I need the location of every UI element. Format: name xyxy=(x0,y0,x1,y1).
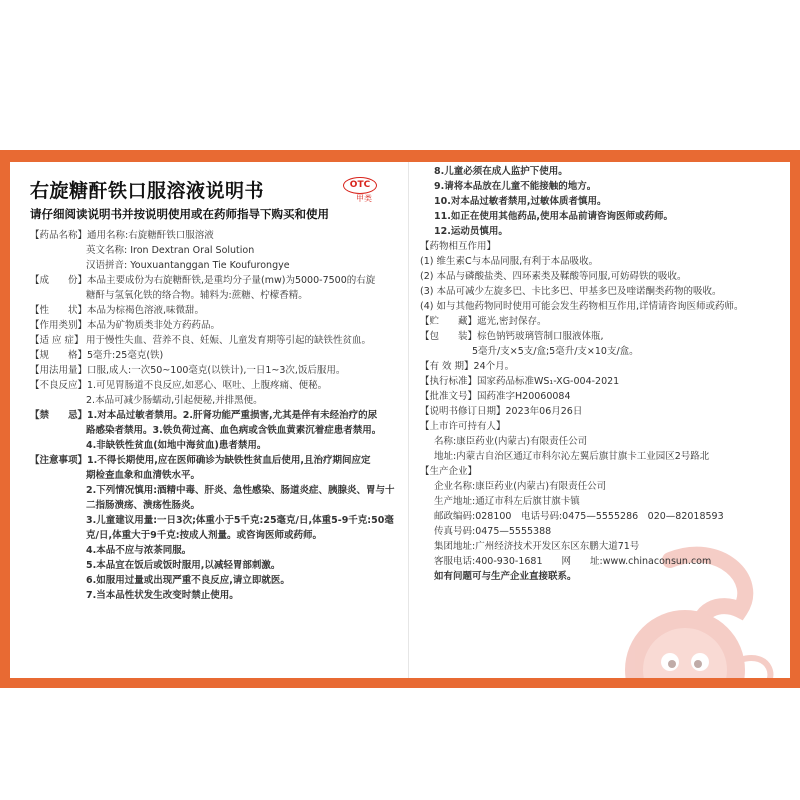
leaflet-line: 5毫升/支×5支/盒;5毫升/支×10支/盒。 xyxy=(472,346,639,357)
leaflet-row xyxy=(30,363,402,378)
leaflet-line: 传真号码:0475—5555388 xyxy=(434,526,552,537)
leaflet-row xyxy=(30,273,402,288)
leaflet-line: 12.运动员慎用。 xyxy=(434,226,508,237)
leaflet-row xyxy=(30,453,402,468)
row-label xyxy=(30,438,86,453)
row-label xyxy=(30,393,86,408)
leaflet-line: 【有 效 期】24个月。 xyxy=(420,361,515,372)
row-value: 汉语拼音: Youxuantanggan Tie Koufurongye xyxy=(86,260,290,271)
row-label xyxy=(30,483,86,513)
row-label: 【药品名称】 xyxy=(30,230,88,241)
row-value: 2.下列情况慎用:酒精中毒、肝炎、急性感染、肠道炎症、胰腺炎、胃与十二指肠溃疡、溃疡性肠炎。 xyxy=(86,485,395,511)
row-value: 5毫升:25毫克(铁) xyxy=(87,350,164,361)
row-label xyxy=(30,543,86,558)
row-label xyxy=(30,288,86,303)
row-label xyxy=(30,243,86,258)
row-value: 期检查血象和血清铁水平。 xyxy=(86,470,201,481)
leaflet-line: 【说明书修订日期】2023年06月26日 xyxy=(420,406,583,417)
leaflet-line: 【贮 藏】遮光,密封保存。 xyxy=(420,316,547,327)
leaflet-subtitle: 请仔细阅读说明书并按说明使用或在药师指导下购买和使用 xyxy=(30,207,329,221)
leaflet-row xyxy=(30,378,402,393)
row-label: 【不良反应】 xyxy=(30,380,88,391)
leaflet-line: (4) 如与其他药物同时使用可能会发生药物相互作用,详情请咨询医师或药师。 xyxy=(420,301,744,312)
leaflet-line: 客服电话:400-930-1681 网 址:www.chinaconsun.com xyxy=(434,556,712,567)
leaflet-row xyxy=(30,333,402,348)
leaflet-line: 【执行标准】国家药品标准WS₁-XG-004-2021 xyxy=(420,376,620,387)
row-value: 1.不得长期使用,应在医师确诊为缺铁性贫血后使用,且治疗期间应定 xyxy=(87,455,371,466)
leaflet-line: 8.儿童必须在成人监护下使用。 xyxy=(434,166,568,177)
leaflet-row xyxy=(30,408,402,423)
leaflet-line: 名称:康臣药业(内蒙古)有限责任公司 xyxy=(434,436,588,447)
row-label: 【成 份】 xyxy=(30,275,88,286)
leaflet-row xyxy=(30,243,402,258)
leaflet-line: 【生产企业】 xyxy=(420,466,478,477)
row-value: 4.非缺铁性贫血(如地中海贫血)患者禁用。 xyxy=(86,440,267,451)
leaflet-line: 11.如正在使用其他药品,使用本品前请咨询医师或药师。 xyxy=(434,211,673,222)
row-value: 英文名称: Iron Dextran Oral Solution xyxy=(86,245,255,256)
row-label: 【适 应 症】 xyxy=(30,335,84,346)
row-value: 通用名称:右旋糖酐铁口服溶液 xyxy=(87,230,214,241)
left-column xyxy=(30,228,402,603)
leaflet-line: 【上市许可持有人】 xyxy=(420,421,506,432)
leaflet-line: 集团地址:广州经济技术开发区东区东鹏大道71号 xyxy=(434,541,640,552)
leaflet-row xyxy=(30,318,402,333)
fold-line xyxy=(408,162,409,678)
leaflet-title: 右旋糖酐铁口服溶液说明书 xyxy=(30,180,265,202)
leaflet-line: (1) 维生素C与本品同服,有利于本品吸收。 xyxy=(420,256,599,267)
leaflet-line: 地址:内蒙古自治区通辽市科尔沁左翼后旗甘旗卡工业园区2号路北 xyxy=(434,451,710,462)
leaflet-line: 9.请将本品放在儿童不能接触的地方。 xyxy=(434,181,597,192)
leaflet-row xyxy=(30,288,402,303)
row-value: 6.如服用过量或出现严重不良反应,请立即就医。 xyxy=(86,575,290,586)
background-top xyxy=(0,0,800,150)
row-value: 5.本品宜在饭后或饭时服用,以减轻胃部刺激。 xyxy=(86,560,281,571)
leaflet-line: 10.对本品过敏者禁用,过敏体质者慎用。 xyxy=(434,196,607,207)
row-value: 口服,成人:一次50~100毫克(以铁计),一日1~3次,饭后服用。 xyxy=(87,365,346,376)
row-value: 本品主要成份为右旋糖酐铁,是重均分子量(mw)为5000-7500的右旋 xyxy=(87,275,376,286)
leaflet-row xyxy=(30,483,402,513)
row-label: 【禁 忌】 xyxy=(30,410,88,421)
row-label xyxy=(30,588,86,603)
leaflet-row xyxy=(30,558,402,573)
row-label xyxy=(30,573,86,588)
otc-badge: OTC xyxy=(343,177,377,194)
leaflet-row xyxy=(30,588,402,603)
leaflet-line: 生产地址:通辽市科左后旗甘旗卡镇 xyxy=(434,496,580,507)
leaflet-row xyxy=(30,393,402,408)
leaflet-row xyxy=(30,228,402,243)
row-label xyxy=(30,513,86,543)
leaflet-line: 【批准文号】国药准字H20060084 xyxy=(420,391,571,402)
row-label: 【注意事项】 xyxy=(30,455,88,466)
instruction-leaflet xyxy=(10,162,790,678)
right-column xyxy=(420,164,780,584)
row-label: 【规 格】 xyxy=(30,350,88,361)
row-value: 3.儿童建议用量:一日3次;体重小于5千克:25毫克/日,体重5-9千克:50毫克/日,体重大于9千克:按成人剂量。或咨询医师或药师。 xyxy=(86,515,394,541)
row-value: 2.本品可减少肠蠕动,引起便秘,并排黑便。 xyxy=(86,395,263,406)
row-value: 本品为矿物质类非处方药药品。 xyxy=(87,320,221,331)
row-value: 本品为棕褐色溶液,味微甜。 xyxy=(87,305,205,316)
background-bottom xyxy=(0,688,800,800)
row-value: 1.可见胃肠道不良反应,如恶心、呕吐、上腹疼痛、便秘。 xyxy=(87,380,328,391)
leaflet-row xyxy=(30,513,402,543)
leaflet-row xyxy=(30,348,402,363)
leaflet-line: (3) 本品可减少左旋多巴、卡比多巴、甲基多巴及喹诺酮类药物的吸收。 xyxy=(420,286,722,297)
otc-class-label: 甲类 xyxy=(356,194,372,203)
row-label xyxy=(30,258,86,273)
row-label xyxy=(30,423,86,438)
leaflet-line: 【包 装】棕色钠钙玻璃管制口服液体瓶, xyxy=(420,331,604,342)
leaflet-line: 邮政编码:028100 电话号码:0475—5555286 020—82018593 xyxy=(434,511,724,522)
leaflet-row xyxy=(30,543,402,558)
row-value: 7.当本品性状发生改变时禁止使用。 xyxy=(86,590,239,601)
leaflet-row xyxy=(30,303,402,318)
row-value: 用于慢性失血、营养不良、妊娠、儿童发育期等引起的缺铁性贫血。 xyxy=(86,335,372,346)
leaflet-row xyxy=(30,423,402,438)
leaflet-row xyxy=(30,468,402,483)
leaflet-line: (2) 本品与磷酸盐类、四环素类及鞣酸等同服,可妨碍铁的吸收。 xyxy=(420,271,687,282)
row-label xyxy=(30,558,86,573)
row-value: 1.对本品过敏者禁用。2.肝肾功能严重损害,尤其是伴有未经治疗的尿 xyxy=(87,410,378,421)
row-value: 4.本品不应与浓茶同服。 xyxy=(86,545,192,556)
leaflet-row xyxy=(30,438,402,453)
row-label xyxy=(30,468,86,483)
leaflet-row xyxy=(30,258,402,273)
leaflet-line: 【药物相互作用】 xyxy=(420,241,497,252)
row-value: 糖酐与氢氧化铁的络合物。辅料为:蔗糖、柠檬香精。 xyxy=(86,290,308,301)
row-label: 【用法用量】 xyxy=(30,365,88,376)
row-label: 【性 状】 xyxy=(30,305,88,316)
leaflet-line: 企业名称:康臣药业(内蒙古)有限责任公司 xyxy=(434,481,607,492)
row-value: 路感染者禁用。3.铁负荷过高、血色病或含铁血黄素沉着症患者禁用。 xyxy=(86,425,382,436)
row-label: 【作用类别】 xyxy=(30,320,88,331)
leaflet-line: 如有问题可与生产企业直接联系。 xyxy=(434,571,577,582)
leaflet-row xyxy=(30,573,402,588)
